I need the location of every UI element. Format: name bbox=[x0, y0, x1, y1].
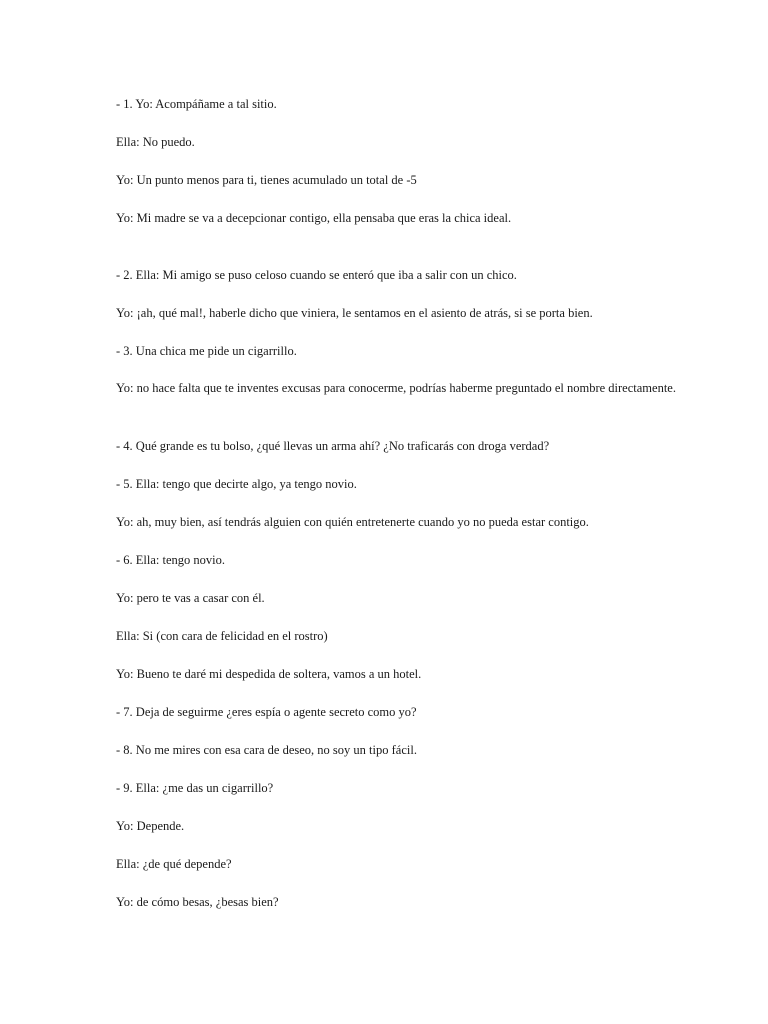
paragraph-1: - 1. Yo: Acompáñame a tal sitio. bbox=[116, 97, 277, 111]
paragraph-15: Yo: Bueno te daré mi despedida de soltera, vamos a un hotel. bbox=[116, 667, 422, 681]
paragraph-13: Yo: pero te vas a casar con él. bbox=[116, 591, 265, 605]
paragraph-9: - 4. Qué grande es tu bolso, ¿qué llevas un arma ahí? ¿No traficarás con droga verdad? bbox=[116, 439, 550, 453]
paragraph-16: - 7. Deja de seguirme ¿eres espía o agente secreto como yo? bbox=[116, 705, 417, 719]
paragraph-11: Yo: ah, muy bien, así tendrás alguien con quién entretenerte cuando yo no pueda estar contigo. bbox=[116, 515, 589, 529]
paragraph-12: - 6. Ella: tengo novio. bbox=[116, 553, 226, 567]
paragraph-14: Ella: Si (con cara de felicidad en el rostro) bbox=[116, 629, 328, 643]
paragraph-6: Yo: ¡ah, qué mal!, haberle dicho que viniera, le sentamos en el asiento de atrás, si se porta bien. bbox=[116, 306, 593, 320]
paragraph-20: Ella: ¿de qué depende? bbox=[116, 857, 232, 871]
paragraph-18: - 9. Ella: ¿me das un cigarrillo? bbox=[116, 781, 274, 795]
paragraph-2: Ella: No puedo. bbox=[116, 135, 195, 149]
paragraph-10: - 5. Ella: tengo que decirte algo, ya tengo novio. bbox=[116, 477, 357, 491]
paragraph-3: Yo: Un punto menos para ti, tienes acumulado un total de -5 bbox=[116, 173, 417, 187]
paragraph-19: Yo: Depende. bbox=[116, 819, 185, 833]
paragraph-7: - 3. Una chica me pide un cigarrillo. bbox=[116, 344, 297, 358]
paragraph-8: Yo: no hace falta que te inventes excusas para conocerme, podrías haberme preguntado el nombre directamente. bbox=[116, 381, 676, 395]
paragraph-4: Yo: Mi madre se va a decepcionar contigo, ella pensaba que eras la chica ideal. bbox=[116, 211, 512, 225]
paragraph-5: - 2. Ella: Mi amigo se puso celoso cuando se enteró que iba a salir con un chico. bbox=[116, 268, 517, 282]
paragraph-21: Yo: de cómo besas, ¿besas bien? bbox=[116, 895, 279, 909]
paragraph-17: - 8. No me mires con esa cara de deseo, no soy un tipo fácil. bbox=[116, 743, 417, 757]
